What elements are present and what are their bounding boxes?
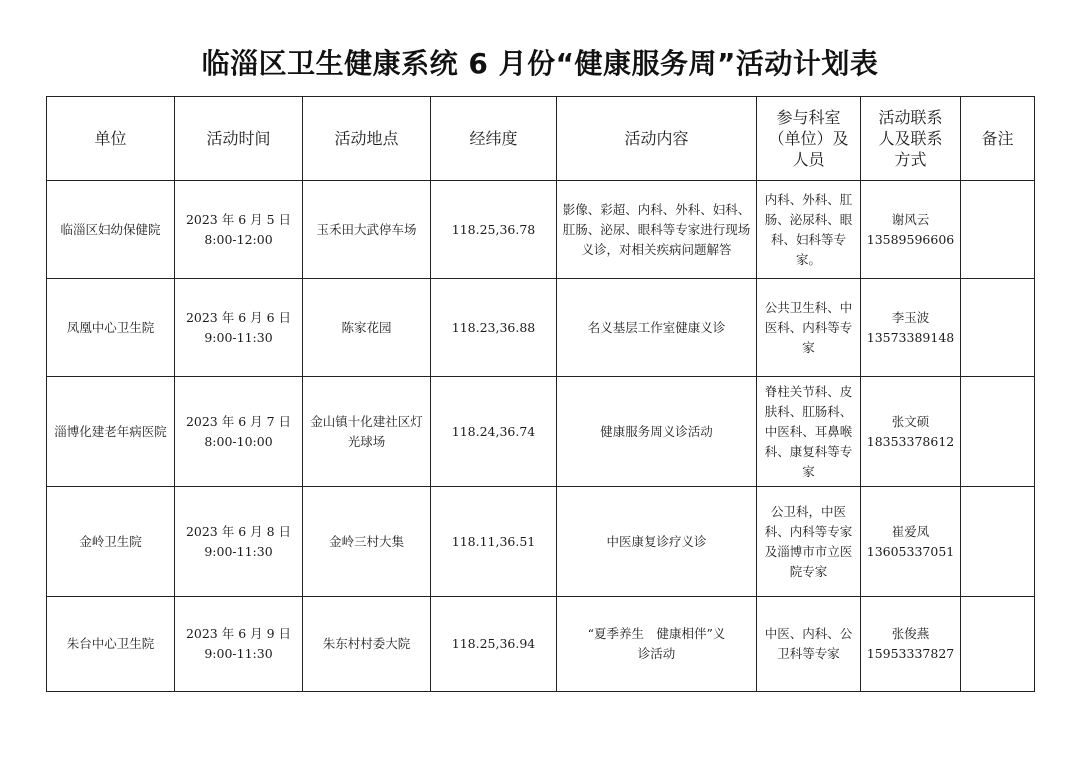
cell-time: [175, 377, 303, 487]
cell-unit: 朱台中心卫生院: [47, 597, 175, 692]
contact-phone: 15953337827: [866, 646, 955, 661]
cell-remark: [961, 487, 1035, 597]
contact-name: 张文硕: [891, 413, 930, 429]
cell-coord: 118.11,36.51: [431, 487, 557, 597]
cell-content: 中医康复诊疗义诊: [557, 487, 757, 597]
cell-dept: 中医、内科、公卫科等专家: [757, 597, 861, 692]
cell-remark: [961, 377, 1035, 487]
cell-coord: 118.25,36.78: [431, 181, 557, 279]
contact-name: 谢风云: [891, 211, 930, 227]
header-remark: 备注: [961, 97, 1035, 181]
cell-contact: [861, 181, 961, 279]
header-contact: 活动联系人及联系方式: [861, 97, 961, 181]
cell-place: 朱东村村委大院: [303, 597, 431, 692]
cell-remark: [961, 181, 1035, 279]
cell-place: 玉禾田大武停车场: [303, 181, 431, 279]
header-time: 活动时间: [175, 97, 303, 181]
cell-place: 金山镇十化建社区灯光球场: [303, 377, 431, 487]
contact-name: 崔爱凤: [891, 523, 930, 539]
table-header-row: [47, 97, 1035, 181]
cell-dept: 公卫科，中医科、内科等专家及淄博市市立医院专家: [757, 487, 861, 597]
activity-plan-table: [46, 96, 1035, 692]
cell-hours: 9:00-11:30: [204, 543, 273, 559]
contact-phone: 13605337051: [866, 543, 955, 559]
cell-hours: 8:00-12:00: [204, 231, 273, 247]
cell-place: 陈家花园: [303, 279, 431, 377]
contact-phone: 13589596606: [866, 231, 955, 247]
page-title: 临淄区卫生健康系统 6 月份“健康服务周”活动计划表: [201, 47, 879, 80]
header-content: 活动内容: [557, 97, 757, 181]
contact-name: 张俊燕: [891, 626, 930, 641]
contact-phone: 18353378612: [866, 433, 955, 449]
cell-coord: 118.25,36.94: [431, 597, 557, 692]
header-place: 活动地点: [303, 97, 431, 181]
table-row: [47, 597, 1035, 692]
table-row: [47, 377, 1035, 487]
cell-contact: [861, 487, 961, 597]
cell-contact: [861, 279, 961, 377]
cell-remark: [961, 279, 1035, 377]
table-row: [47, 487, 1035, 597]
cell-date: 2023 年 6 月 7 日: [185, 413, 292, 429]
cell-time: [175, 181, 303, 279]
cell-date: 2023 年 6 月 8 日: [185, 523, 292, 539]
cell-unit: 临淄区妇幼保健院: [47, 181, 175, 279]
cell-hours: 9:00-11:30: [204, 646, 273, 661]
cell-coord: 118.23,36.88: [431, 279, 557, 377]
cell-coord: 118.24,36.74: [431, 377, 557, 487]
cell-hours: 8:00-10:00: [204, 433, 273, 449]
cell-date: 2023 年 6 月 9 日: [185, 626, 292, 641]
cell-contact: [861, 597, 961, 692]
cell-unit: 淄博化建老年病医院: [47, 377, 175, 487]
cell-time: [175, 597, 303, 692]
cell-dept: 脊柱关节科、皮肤科、肛肠科、中医科、耳鼻喉科、康复科等专家: [757, 377, 861, 487]
cell-content: 影像、彩超、内科、外科、妇科、肛肠、泌尿、眼科等专家进行现场义诊，对相关疾病问题解答: [557, 181, 757, 279]
cell-dept: 公共卫生科、中医科、内科等专家: [757, 279, 861, 377]
cell-date: 2023 年 6 月 5 日: [185, 211, 292, 227]
cell-content: “夏季养生 健康相伴”义诊活动: [557, 597, 757, 692]
cell-time: [175, 279, 303, 377]
cell-place: 金岭三村大集: [303, 487, 431, 597]
cell-unit: 凤凰中心卫生院: [47, 279, 175, 377]
header-coord: 经纬度: [431, 97, 557, 181]
cell-unit: 金岭卫生院: [47, 487, 175, 597]
cell-dept: 内科、外科、肛肠、泌尿科、眼科、妇科等专家。: [757, 181, 861, 279]
contact-phone: 13573389148: [866, 329, 955, 345]
header-unit: 单位: [47, 97, 175, 181]
table-row: [47, 181, 1035, 279]
cell-content: 健康服务周义诊活动: [557, 377, 757, 487]
cell-content: 名义基层工作室健康义诊: [557, 279, 757, 377]
cell-hours: 9:00-11:30: [204, 329, 273, 345]
contact-name: 李玉波: [891, 309, 930, 325]
table-row: [47, 279, 1035, 377]
cell-remark: [961, 597, 1035, 692]
cell-contact: [861, 377, 961, 487]
cell-date: 2023 年 6 月 6 日: [185, 309, 292, 325]
header-dept: 参与科室（单位）及人员: [757, 97, 861, 181]
cell-time: [175, 487, 303, 597]
